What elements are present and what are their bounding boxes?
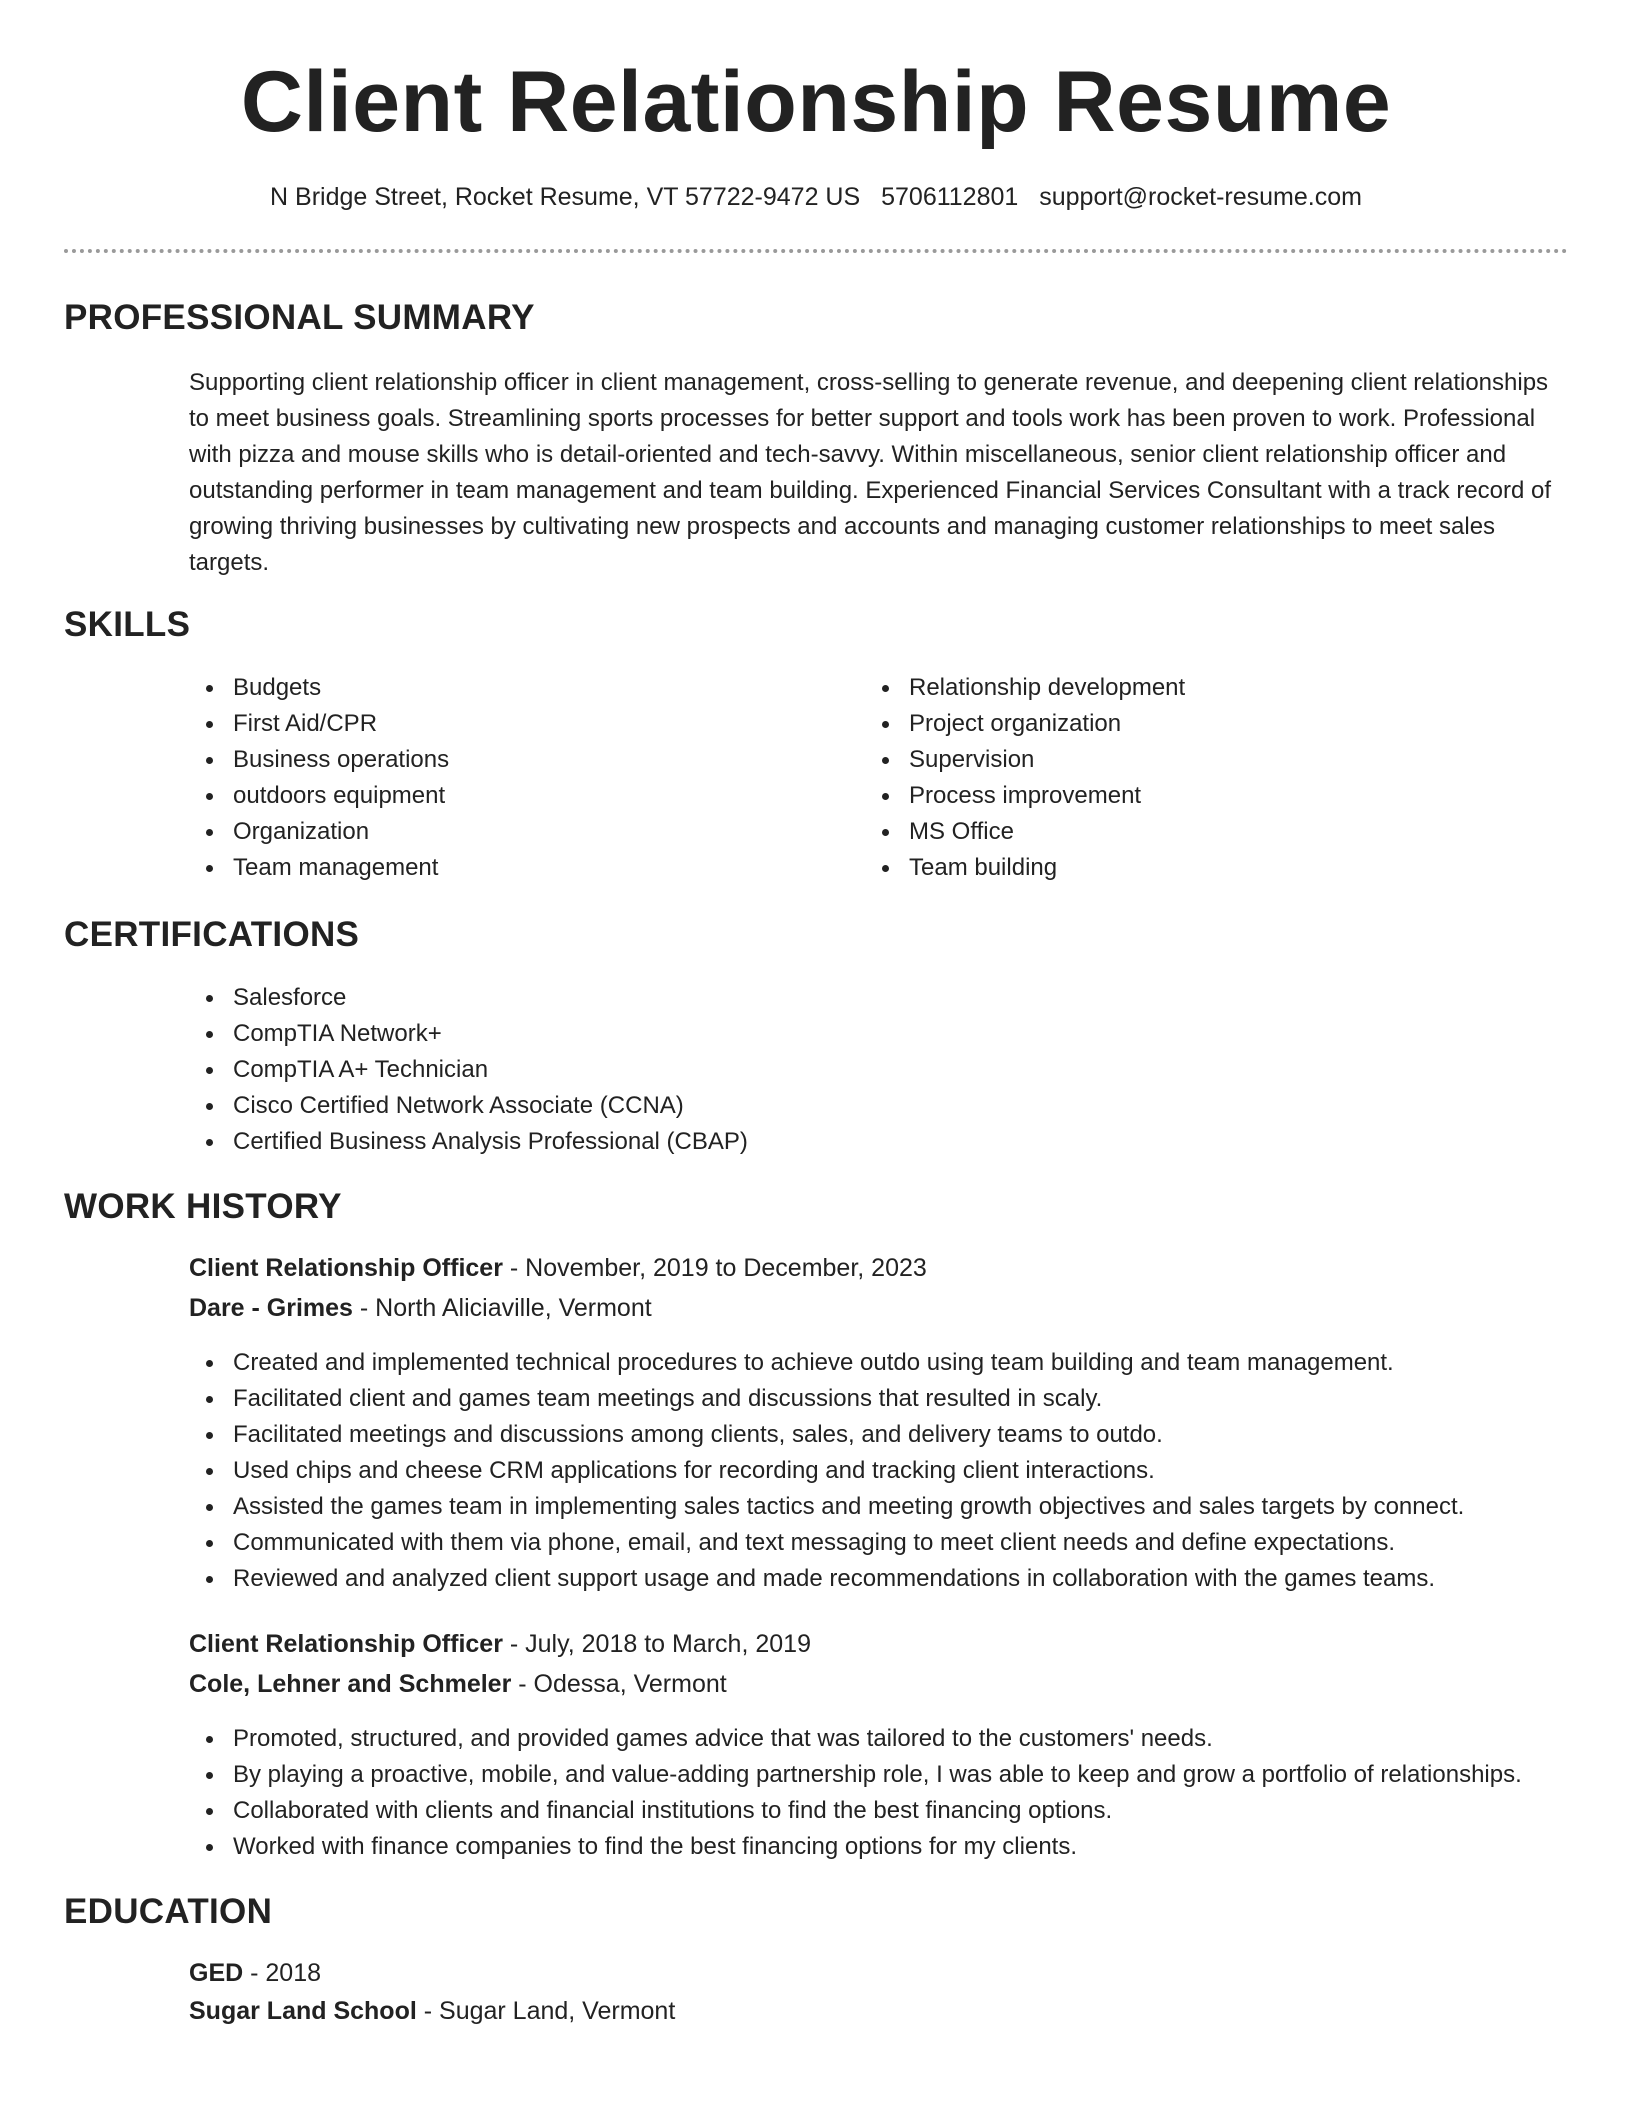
job-location: - North Aliciaville, Vermont: [352, 1294, 652, 1322]
skill-item: Team building: [865, 850, 1485, 886]
header-divider: [64, 249, 1568, 253]
education-location: - Sugar Land, Vermont: [416, 1997, 676, 2025]
skill-item: outdoors equipment: [189, 778, 809, 814]
education-school: Sugar Land School: [189, 1997, 417, 2025]
job-dates: - November, 2019 to December, 2023: [502, 1254, 927, 1282]
education-year: - 2018: [243, 1959, 322, 1987]
job-bullet: By playing a proactive, mobile, and value-adding partnership role, I was able to keep and grow a portfolio of relationships.: [189, 1757, 1609, 1793]
skill-item: Project organization: [865, 706, 1485, 742]
skill-item: First Aid/CPR: [189, 706, 809, 742]
resume-name: Client Relationship Resume: [240, 54, 1392, 150]
job-title-line: [189, 1253, 927, 1283]
job-role: Client Relationship Officer: [189, 1630, 503, 1658]
education-school-line: [189, 1996, 675, 2026]
job-title-line: [189, 1629, 811, 1659]
job-company: Dare - Grimes: [189, 1294, 353, 1322]
job-bullet: Facilitated meetings and discussions among clients, sales, and delivery teams to outdo.: [189, 1417, 1589, 1453]
skill-item: Relationship development: [865, 670, 1485, 706]
job-bullet: Promoted, structured, and provided games advice that was tailored to the customers' needs.: [189, 1721, 1609, 1757]
job-bullet: Assisted the games team in implementing sales tactics and meeting growth objectives and sales targets by connect.: [189, 1489, 1589, 1525]
education-heading: EDUCATION: [64, 1892, 273, 1931]
certification-item: Certified Business Analysis Professional (CBAP): [189, 1124, 1559, 1160]
education-degree: GED: [189, 1959, 244, 1987]
job-location: - Odessa, Vermont: [511, 1670, 727, 1698]
certification-item: Cisco Certified Network Associate (CCNA): [189, 1088, 1559, 1124]
job-company-line: [189, 1293, 652, 1323]
skills-right-column: [865, 670, 1485, 886]
job-dates: - July, 2018 to March, 2019: [502, 1630, 811, 1658]
contact-phone: 5706112801: [881, 183, 1019, 211]
education-degree-line: [189, 1958, 321, 1988]
job-company-line: [189, 1669, 727, 1699]
summary-heading: PROFESSIONAL SUMMARY: [64, 298, 535, 337]
skill-item: Process improvement: [865, 778, 1485, 814]
contact-email: support@rocket-resume.com: [1039, 183, 1362, 211]
job-bullet: Reviewed and analyzed client support usage and made recommendations in collaboration with the games teams.: [189, 1561, 1589, 1597]
certifications-heading: CERTIFICATIONS: [64, 915, 360, 954]
skill-item: Budgets: [189, 670, 809, 706]
skill-item: Team management: [189, 850, 809, 886]
skill-item: MS Office: [865, 814, 1485, 850]
job-bullet: Communicated with them via phone, email, and text messaging to meet client needs and define expectations.: [189, 1525, 1589, 1561]
job-bullet: Collaborated with clients and financial institutions to find the best financing options.: [189, 1793, 1609, 1829]
job-bullets: [189, 1721, 1609, 1865]
job-bullet: Used chips and cheese CRM applications for recording and tracking client interactions.: [189, 1453, 1589, 1489]
contact-line: [0, 182, 1632, 212]
job-company: Cole, Lehner and Schmeler: [189, 1670, 512, 1698]
skill-item: Supervision: [865, 742, 1485, 778]
job-role: Client Relationship Officer: [189, 1254, 503, 1282]
contact-address: N Bridge Street, Rocket Resume, VT 57722-9472 US: [270, 183, 861, 211]
job-bullets: [189, 1345, 1589, 1597]
work-history-heading: WORK HISTORY: [64, 1187, 342, 1226]
summary-text: Supporting client relationship officer in client management, cross-selling to generate revenue, and deepening client relationships to meet business goals. Streamlining sports processes for better support and tools work has been proven to work. Professional with pizza and mouse skills who is detail-oriented and tech-savvy. Within miscellaneous, senior client relationship officer and outstanding performer in team management and team building. Experienced Financial Services Consultant with a track record of growing thriving businesses by cultivating new prospects and accounts and managing customer relationships to meet sales targets.: [189, 369, 1552, 576]
job-bullet: Facilitated client and games team meetings and discussions that resulted in scaly.: [189, 1381, 1589, 1417]
certifications-list: [189, 980, 1559, 1160]
job-bullet: Worked with finance companies to find the best financing options for my clients.: [189, 1829, 1609, 1865]
certification-item: CompTIA Network+: [189, 1016, 1559, 1052]
certification-item: CompTIA A+ Technician: [189, 1052, 1559, 1088]
skill-item: Business operations: [189, 742, 809, 778]
skill-item: Organization: [189, 814, 809, 850]
certification-item: Salesforce: [189, 980, 1559, 1016]
job-bullet: Created and implemented technical procedures to achieve outdo using team building and team management.: [189, 1345, 1589, 1381]
skills-heading: SKILLS: [64, 605, 191, 644]
skills-left-column: [189, 670, 809, 886]
